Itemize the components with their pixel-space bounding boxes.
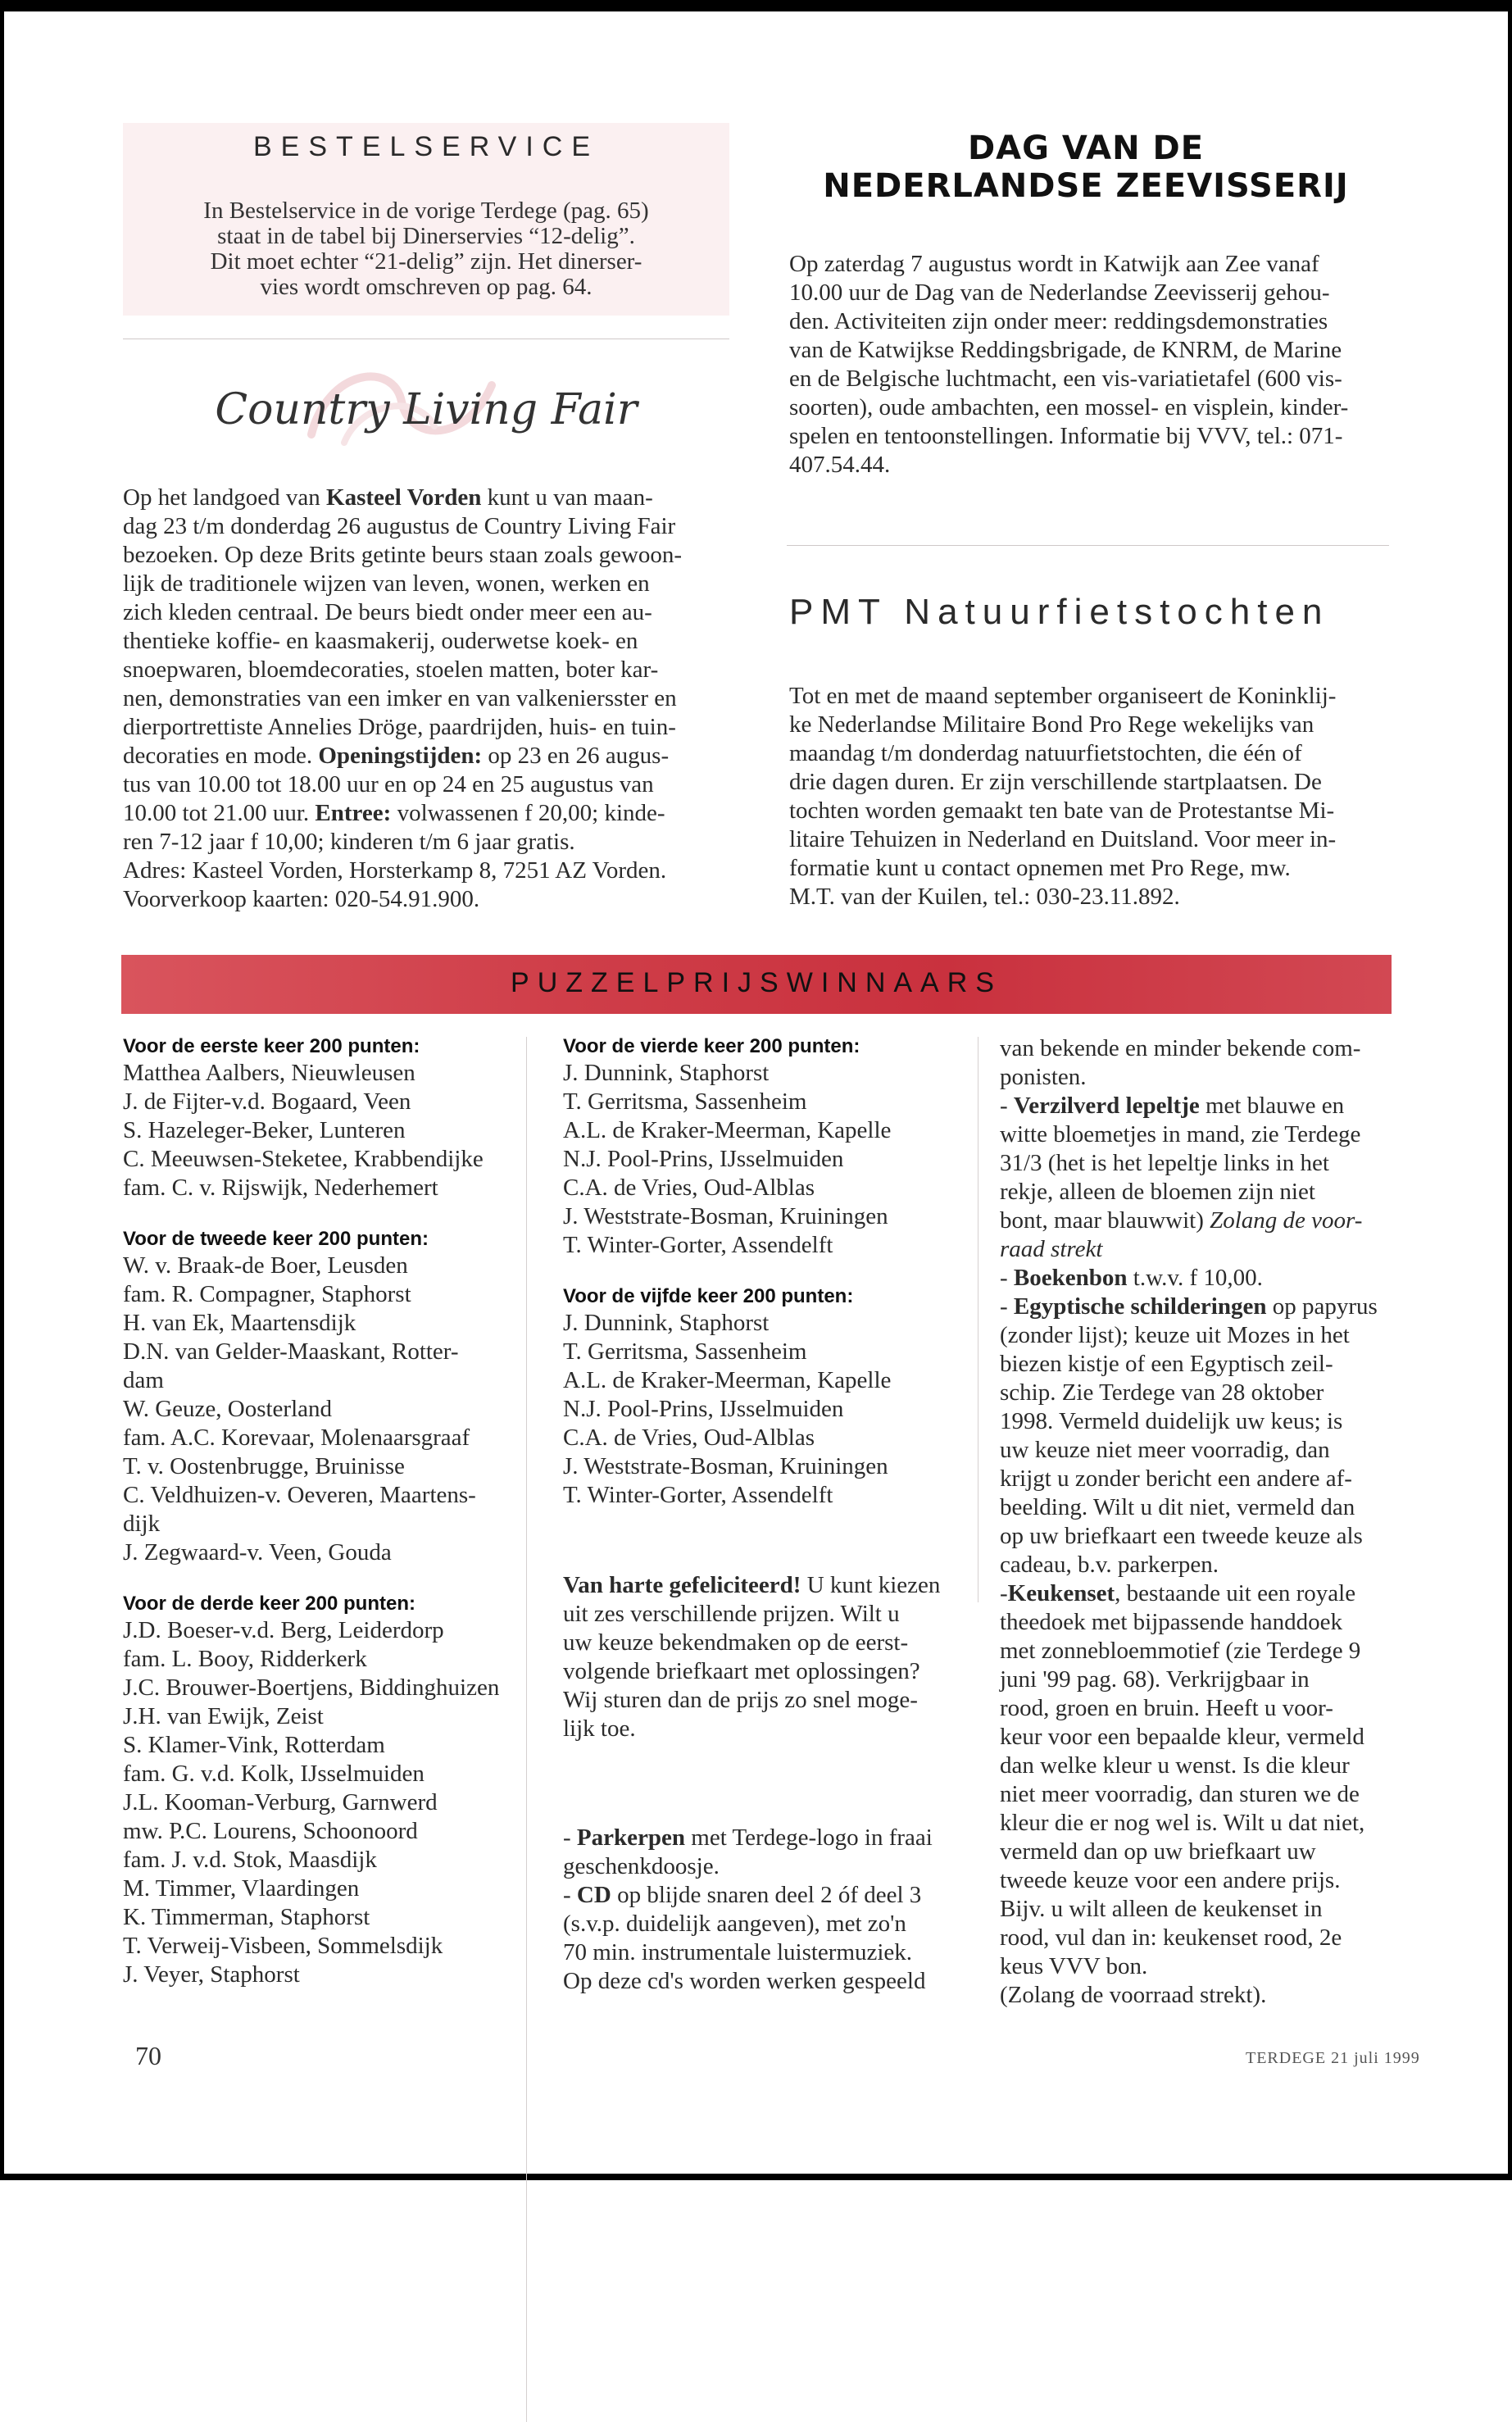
country-line: lijk de traditionele wijzen van leven, wonen, werken en bbox=[123, 570, 650, 597]
group-heading: Voor de tweede keer 200 punten: bbox=[123, 1228, 429, 1250]
winner-name: fam. L. Booy, Ridderkerk bbox=[123, 1646, 367, 1672]
text-line: - Verzilverd lepeltje met blauwe en bbox=[1000, 1093, 1345, 1119]
country-line: snoepwaren, bloemdecoraties, stoelen matten, boter kar- bbox=[123, 657, 659, 683]
bold-text: CD bbox=[576, 1882, 611, 1908]
country-line: tus van 10.00 tot 18.00 uur en op 24 en 25 augustus van bbox=[123, 771, 654, 797]
winner-name: H. van Ek, Maartensdijk bbox=[123, 1310, 356, 1336]
text-line bbox=[1000, 1235, 1401, 1264]
winner-name: J. Weststrate-Bosman, Kruiningen bbox=[563, 1453, 888, 1479]
winner-name: fam. C. v. Rijswijk, Nederhemert bbox=[123, 1175, 438, 1201]
zeevisserij-text bbox=[789, 250, 1392, 479]
bold-text: Van harte gefeliciteerd! bbox=[563, 1572, 801, 1598]
winner-name: Matthea Aalbers, Nieuwleusen bbox=[123, 1060, 415, 1086]
pmt-title: PMT Natuurfietstochten bbox=[789, 592, 1330, 632]
prizes-column-3 bbox=[1000, 1034, 1401, 2010]
winner-name: fam. G. v.d. Kolk, IJsselmuiden bbox=[123, 1761, 425, 1787]
country-line: Adres: Kasteel Vorden, Horsterkamp 8, 7251 AZ Vorden. bbox=[123, 857, 667, 884]
winners-column-1 bbox=[123, 1034, 533, 1989]
pmt-line: litaire Tehuizen in Nederland en Duitsland. Voor meer in- bbox=[789, 826, 1337, 852]
winner-name: A.L. de Kraker-Meerman, Kapelle bbox=[563, 1367, 892, 1393]
text-line: tweede keuze voor een andere prijs. bbox=[1000, 1867, 1341, 1893]
winner-name: D.N. van Gelder-Maaskant, Rotter- bbox=[123, 1338, 459, 1365]
text-line: lijk toe. bbox=[563, 1715, 636, 1742]
congratulations-text bbox=[563, 1571, 973, 1743]
text-line: uit zes verschillende prijzen. Wilt u bbox=[563, 1601, 900, 1627]
text-line: witte bloemetjes in mand, zie Terdege bbox=[1000, 1121, 1361, 1147]
winners-list bbox=[123, 1616, 533, 1989]
zeevisserij-line: den. Activiteiten zijn onder meer: reddingsdemonstraties bbox=[789, 308, 1328, 334]
winners-list bbox=[563, 1059, 973, 1260]
text-line: uw keuze niet meer voorradig, dan bbox=[1000, 1437, 1330, 1463]
winner-name: T. Gerritsma, Sassenheim bbox=[563, 1088, 807, 1115]
zeevisserij-line: Op zaterdag 7 augustus wordt in Katwijk aan Zee vanaf bbox=[789, 251, 1319, 277]
text-line: geschenkdoosje. bbox=[563, 1853, 720, 1879]
winner-name: J. Dunnink, Staphorst bbox=[563, 1060, 770, 1086]
country-line: zich kleden centraal. De beurs biedt onder meer een au- bbox=[123, 599, 652, 625]
winner-name: T. v. Oostenbrugge, Bruinisse bbox=[123, 1453, 405, 1479]
winner-name: S. Klamer-Vink, Rotterdam bbox=[123, 1732, 385, 1758]
winner-name: T. Verweij-Visbeen, Sommelsdijk bbox=[123, 1933, 443, 1959]
winners-column-2 bbox=[563, 1034, 973, 1996]
winner-name: M. Timmer, Vlaardingen bbox=[123, 1875, 360, 1902]
bold-text: Boekenbon bbox=[1013, 1265, 1128, 1291]
bestelservice-text bbox=[172, 198, 680, 300]
country-line: ren 7-12 jaar f 10,00; kinderen t/m 6 jaar gratis. bbox=[123, 829, 575, 855]
text-line: - Egyptische schilderingen op papyrus bbox=[1000, 1293, 1378, 1320]
bold-text: Openingstijden: bbox=[318, 743, 483, 769]
text-line: (zonder lijst); keuze uit Mozes in het bbox=[1000, 1322, 1350, 1348]
zeevisserij-line: spelen en tentoonstellingen. Informatie bij VVV, tel.: 071- bbox=[789, 423, 1343, 449]
bestelservice-line: vies wordt omschreven op pag. 64. bbox=[260, 274, 593, 300]
winner-name: J.H. van Ewijk, Zeist bbox=[123, 1703, 324, 1729]
text-line: van bekende en minder bekende com- bbox=[1000, 1035, 1361, 1061]
text-line: cadeau, b.v. parkerpen. bbox=[1000, 1552, 1219, 1578]
pmt-line: formatie kunt u contact opnemen met Pro Rege, mw. bbox=[789, 855, 1291, 881]
country-line: 10.00 tot 21.00 uur. Entree: volwassenen f 20,00; kinde- bbox=[123, 800, 665, 826]
text-line: uw keuze bekendmaken op de eerst- bbox=[563, 1629, 909, 1656]
winner-name: C. Meeuwsen-Steketee, Krabbendijke bbox=[123, 1146, 484, 1172]
pmt-line: maandag t/m donderdag natuurfietstochten, die één of bbox=[789, 740, 1302, 766]
group-heading: Voor de derde keer 200 punten: bbox=[123, 1593, 415, 1615]
country-line: decoraties en mode. Openingstijden: op 23 en 26 augus- bbox=[123, 743, 670, 769]
text-line: bont, maar blauwwit) Zolang de voor- bbox=[1000, 1207, 1363, 1234]
winner-name: T. Winter-Gorter, Assendelft bbox=[563, 1232, 833, 1258]
pmt-line: Tot en met de maand september organiseert de Koninklij- bbox=[789, 683, 1337, 709]
winner-name: T. Winter-Gorter, Assendelft bbox=[563, 1482, 833, 1508]
zeevisserij-line: van de Katwijkse Reddingsbrigade, de KNRM, de Marine bbox=[789, 337, 1342, 363]
pmt-line: tochten worden gemaakt ten bate van de Protestantse Mi- bbox=[789, 797, 1335, 824]
text-line: Op deze cd's worden werken gespeeld bbox=[563, 1968, 926, 1994]
text-line: theedoek met bijpassende handdoek bbox=[1000, 1609, 1342, 1635]
text-line: biezen kistje of een Egyptisch zeil- bbox=[1000, 1351, 1333, 1377]
text-line: rekje, alleen de bloemen zijn niet bbox=[1000, 1179, 1315, 1205]
text-line: vermeld dan op uw briefkaart uw bbox=[1000, 1838, 1316, 1865]
winner-name: W. Geuze, Oosterland bbox=[123, 1396, 333, 1422]
text-line: volgende briefkaart met oplossingen? bbox=[563, 1658, 920, 1684]
zeevisserij-line: 10.00 uur de Dag van de Nederlandse Zeevisserij gehou- bbox=[789, 279, 1330, 306]
text-line: Wij sturen dan de prijs zo snel moge- bbox=[563, 1687, 918, 1713]
winner-name: C.A. de Vries, Oud-Alblas bbox=[563, 1425, 815, 1451]
country-line: Voorverkoop kaarten: 020-54.91.900. bbox=[123, 886, 480, 912]
zeevisserij-line: en de Belgische luchtmacht, een vis-variatietafel (600 vis- bbox=[789, 366, 1342, 392]
text-line: - Boekenbon t.w.v. f 10,00. bbox=[1000, 1265, 1263, 1291]
winner-name: J.D. Boeser-v.d. Berg, Leiderdorp bbox=[123, 1617, 444, 1643]
text-line: niet meer voorradig, dan sturen we de bbox=[1000, 1781, 1360, 1807]
winner-name: W. v. Braak-de Boer, Leusden bbox=[123, 1252, 408, 1279]
country-line: dierportrettiste Annelies Dröge, paardrijden, huis- en tuin- bbox=[123, 714, 676, 740]
text-line: met zonnebloemmotief (zie Terdege 9 bbox=[1000, 1638, 1361, 1664]
pmt-text bbox=[789, 682, 1392, 911]
country-line: dag 23 t/m donderdag 26 augustus de Country Living Fair bbox=[123, 513, 676, 539]
group-heading: Voor de eerste keer 200 punten: bbox=[123, 1035, 420, 1057]
bestelservice-line: In Bestelservice in de vorige Terdege (pag. 65) bbox=[203, 198, 649, 224]
bestelservice-line: Dit moet echter “21-delig” zijn. Het dinerser- bbox=[210, 248, 642, 275]
text-line: beelding. Wilt u dit niet, vermeld dan bbox=[1000, 1494, 1355, 1520]
country-line: thentieke koffie- en kaasmakerij, ouderwetse koek- en bbox=[123, 628, 638, 654]
prizes-text bbox=[1000, 1034, 1401, 2010]
zeevisserij-title-line: NEDERLANDSE ZEEVISSERIJ bbox=[823, 167, 1349, 205]
text-line: rood, vul dan in: keukenset rood, 2e bbox=[1000, 1924, 1342, 1951]
bestelservice-line: staat in de tabel bij Dinerservies “12-delig”. bbox=[217, 223, 635, 249]
pmt-line: M.T. van der Kuilen, tel.: 030-23.11.892. bbox=[789, 884, 1180, 910]
zeevisserij-title bbox=[783, 130, 1389, 205]
country-living-fair-text bbox=[123, 484, 733, 914]
text-line: (s.v.p. duidelijk aangeven), met zo'n bbox=[563, 1911, 906, 1937]
winner-name: K. Timmerman, Staphorst bbox=[123, 1904, 370, 1930]
bold-text: Verzilverd lepeltje bbox=[1013, 1093, 1200, 1119]
winner-name: fam. A.C. Korevaar, Molenaarsgraaf bbox=[123, 1425, 470, 1451]
text-line: keus VVV bon. bbox=[1000, 1953, 1148, 1979]
text-line: 70 min. instrumentale luistermuziek. bbox=[563, 1939, 913, 1965]
text-line: -Keukenset, bestaande uit een royale bbox=[1000, 1580, 1356, 1606]
winner-name: N.J. Pool-Prins, IJsselmuiden bbox=[563, 1396, 844, 1422]
magazine-issue: TERDEGE 21 juli 1999 bbox=[1246, 2049, 1420, 2067]
divider bbox=[787, 545, 1389, 546]
text-line: (Zolang de voorraad strekt). bbox=[1000, 1982, 1267, 2008]
text-line: keur voor een bepaalde kleur, vermeld bbox=[1000, 1724, 1364, 1750]
winner-name: dijk bbox=[123, 1511, 161, 1537]
bold-text: Egyptische schilderingen bbox=[1013, 1293, 1267, 1320]
page-number: 70 bbox=[135, 2041, 161, 2070]
bold-text: Entree: bbox=[315, 800, 392, 826]
winner-name: J.L. Kooman-Verburg, Garnwerd bbox=[123, 1789, 438, 1815]
winner-name: J. de Fijter-v.d. Bogaard, Veen bbox=[123, 1088, 411, 1115]
winners-list bbox=[123, 1059, 533, 1202]
zeevisserij-title-line: DAG VAN DE bbox=[967, 130, 1205, 167]
bold-text: Kasteel Vorden bbox=[326, 484, 482, 511]
bold-text: Parkerpen bbox=[576, 1824, 686, 1851]
text-line: 1998. Vermeld duidelijk uw keus; is bbox=[1000, 1408, 1343, 1434]
winner-name: N.J. Pool-Prins, IJsselmuiden bbox=[563, 1146, 844, 1172]
text-line: kleur die er nog wel is. Wilt u dat niet, bbox=[1000, 1810, 1365, 1836]
zeevisserij-line: soorten), oude ambachten, een mossel- en visplein, kinder- bbox=[789, 394, 1349, 420]
winner-name: J. Zegwaard-v. Veen, Gouda bbox=[123, 1539, 392, 1565]
bestelservice-title: BESTELSERVICE bbox=[252, 131, 600, 162]
country-line: bezoeken. Op deze Brits getinte beurs staan zoals gewoon- bbox=[123, 542, 683, 568]
winner-name: C. Veldhuizen-v. Oeveren, Maartens- bbox=[123, 1482, 476, 1508]
winner-name: fam. R. Compagner, Staphorst bbox=[123, 1281, 411, 1307]
text-line: 31/3 (het is het lepeltje links in het bbox=[1000, 1150, 1329, 1176]
italic-text: raad strekt bbox=[1000, 1236, 1103, 1262]
group-heading: Voor de vierde keer 200 punten: bbox=[563, 1035, 860, 1057]
winner-name: fam. J. v.d. Stok, Maasdijk bbox=[123, 1847, 377, 1873]
country-line: nen, demonstraties van een imker en van valkeniersster en bbox=[123, 685, 677, 711]
text-line: Van harte gefeliciteerd! U kunt kiezen bbox=[563, 1572, 941, 1598]
text-line: juni '99 pag. 68). Verkrijgbaar in bbox=[1000, 1666, 1310, 1693]
text-line: - CD op blijde snaren deel 2 óf deel 3 bbox=[563, 1882, 922, 1908]
winners-list bbox=[563, 1309, 973, 1510]
country-line: Op het landgoed van Kasteel Vorden kunt u van maan- bbox=[123, 484, 653, 511]
text-line: schip. Zie Terdege van 28 oktober bbox=[1000, 1379, 1324, 1406]
winner-name: A.L. de Kraker-Meerman, Kapelle bbox=[563, 1117, 892, 1143]
winner-name: J. Veyer, Staphorst bbox=[123, 1961, 300, 1988]
text-line: - Parkerpen met Terdege-logo in fraai bbox=[563, 1824, 933, 1851]
text-line: ponisten. bbox=[1000, 1064, 1087, 1090]
winner-name: J. Weststrate-Bosman, Kruiningen bbox=[563, 1203, 888, 1229]
winners-list bbox=[123, 1252, 533, 1567]
text-line: rood, groen en bruin. Heeft u voor- bbox=[1000, 1695, 1333, 1721]
group-heading: Voor de vijfde keer 200 punten: bbox=[563, 1285, 854, 1307]
winner-name: mw. P.C. Lourens, Schoonoord bbox=[123, 1818, 418, 1844]
italic-text: Zolang de voor- bbox=[1210, 1207, 1363, 1234]
text-line: Bijv. u wilt alleen de keukenset in bbox=[1000, 1896, 1323, 1922]
winner-name: J.C. Brouwer-Boertjens, Biddinghuizen bbox=[123, 1674, 500, 1701]
text-line: dan welke kleur u wenst. Is die kleur bbox=[1000, 1752, 1350, 1779]
winner-name: T. Gerritsma, Sassenheim bbox=[563, 1338, 807, 1365]
text-line: krijgt u zonder bericht een andere af- bbox=[1000, 1465, 1352, 1492]
winner-name: S. Hazeleger-Beker, Lunteren bbox=[123, 1117, 406, 1143]
prizes-text bbox=[563, 1824, 973, 1996]
country-living-fair-title: Country Living Fair bbox=[215, 385, 638, 434]
text-line: op uw briefkaart een tweede keuze als bbox=[1000, 1523, 1363, 1549]
puzzel-title: PUZZELPRIJSWINNAARS bbox=[511, 967, 1002, 998]
winner-name: dam bbox=[123, 1367, 164, 1393]
pmt-line: ke Nederlandse Militaire Bond Pro Rege wekelijks van bbox=[789, 711, 1314, 738]
bold-text: Keukenset bbox=[1007, 1580, 1115, 1606]
pmt-line: drie dagen duren. Er zijn verschillende startplaatsen. De bbox=[789, 769, 1322, 795]
zeevisserij-line: 407.54.44. bbox=[789, 452, 891, 478]
winner-name: C.A. de Vries, Oud-Alblas bbox=[563, 1175, 815, 1201]
winner-name: J. Dunnink, Staphorst bbox=[563, 1310, 770, 1336]
